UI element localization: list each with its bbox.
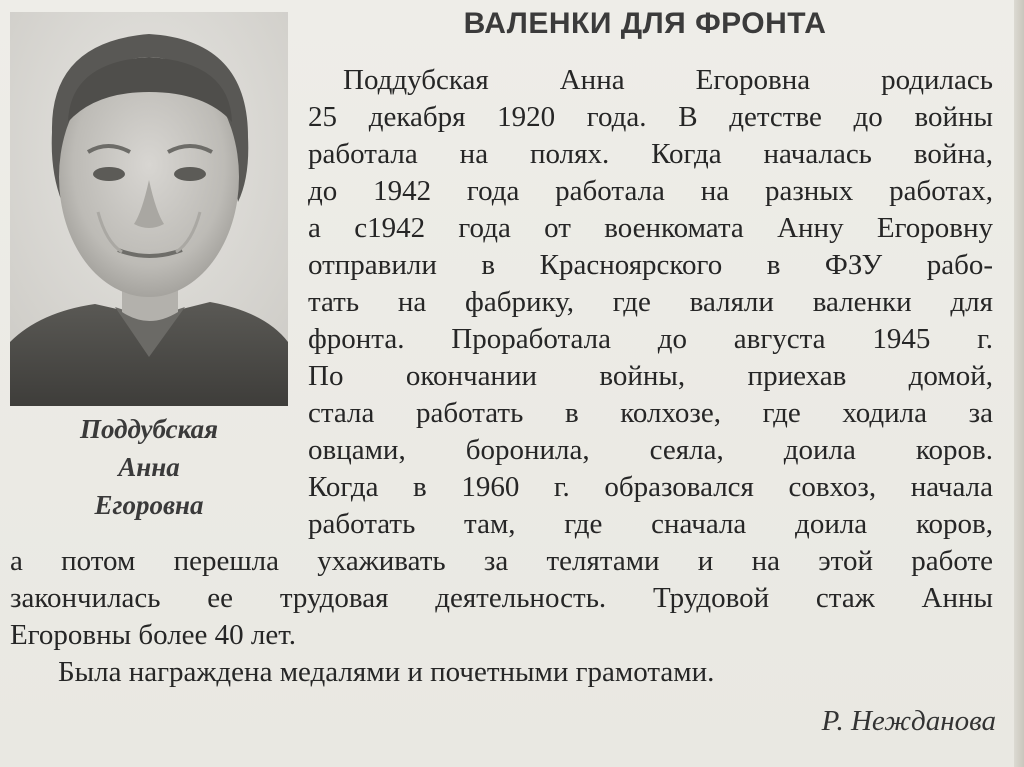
body-line-4: до 1942 года работала на разных работах, [308, 175, 993, 207]
body-line-12: Когда в 1960 г. образовался совхоз, начала [308, 471, 993, 503]
caption-patronymic: Егоровна [94, 490, 204, 520]
body-line-11: овцами, боронила, сеяла, доила коров. [308, 434, 993, 466]
body-line-6: отправили в Красноярского в ФЗУ рабо- [308, 249, 993, 281]
photo-caption [10, 410, 288, 524]
caption-name: Анна [118, 452, 180, 482]
body-line-17: Была награждена медалями и почетными грамотами. [58, 656, 715, 688]
portrait-photo [10, 12, 288, 406]
body-line-14: а потом перешла ухаживать за телятами и на этой работе [10, 545, 993, 577]
body-line-9: По окончании войны, приехав домой, [308, 360, 993, 392]
author-signature: Р. Нежданова [821, 705, 996, 737]
article-title: ВАЛЕНКИ ДЛЯ ФРОНТА [463, 7, 827, 40]
body-line-13: работать там, где сначала доила коров, [308, 508, 993, 540]
body-line-16: Егоровны более 40 лет. [10, 619, 297, 651]
caption-surname: Поддубская [79, 414, 219, 444]
body-line-7: тать на фабрику, где валяли валенки для [308, 286, 993, 318]
page-edge [1014, 0, 1024, 767]
body-line-15: закончилась ее трудовая деятельность. Трудовой стаж Анны [10, 582, 993, 614]
body-line-3: работала на полях. Когда началась война, [308, 138, 993, 170]
body-line-5: а с1942 года от военкомата Анну Егоровну [308, 212, 993, 244]
body-line-1: Поддубская Анна Егоровна родилась [343, 64, 993, 96]
body-line-8: фронта. Проработала до августа 1945 г. [308, 323, 993, 355]
portrait-image [10, 12, 288, 406]
body-line-2: 25 декабря 1920 года. В детстве до войны [308, 101, 993, 133]
body-line-10: стала работать в колхозе, где ходила за [308, 397, 993, 429]
